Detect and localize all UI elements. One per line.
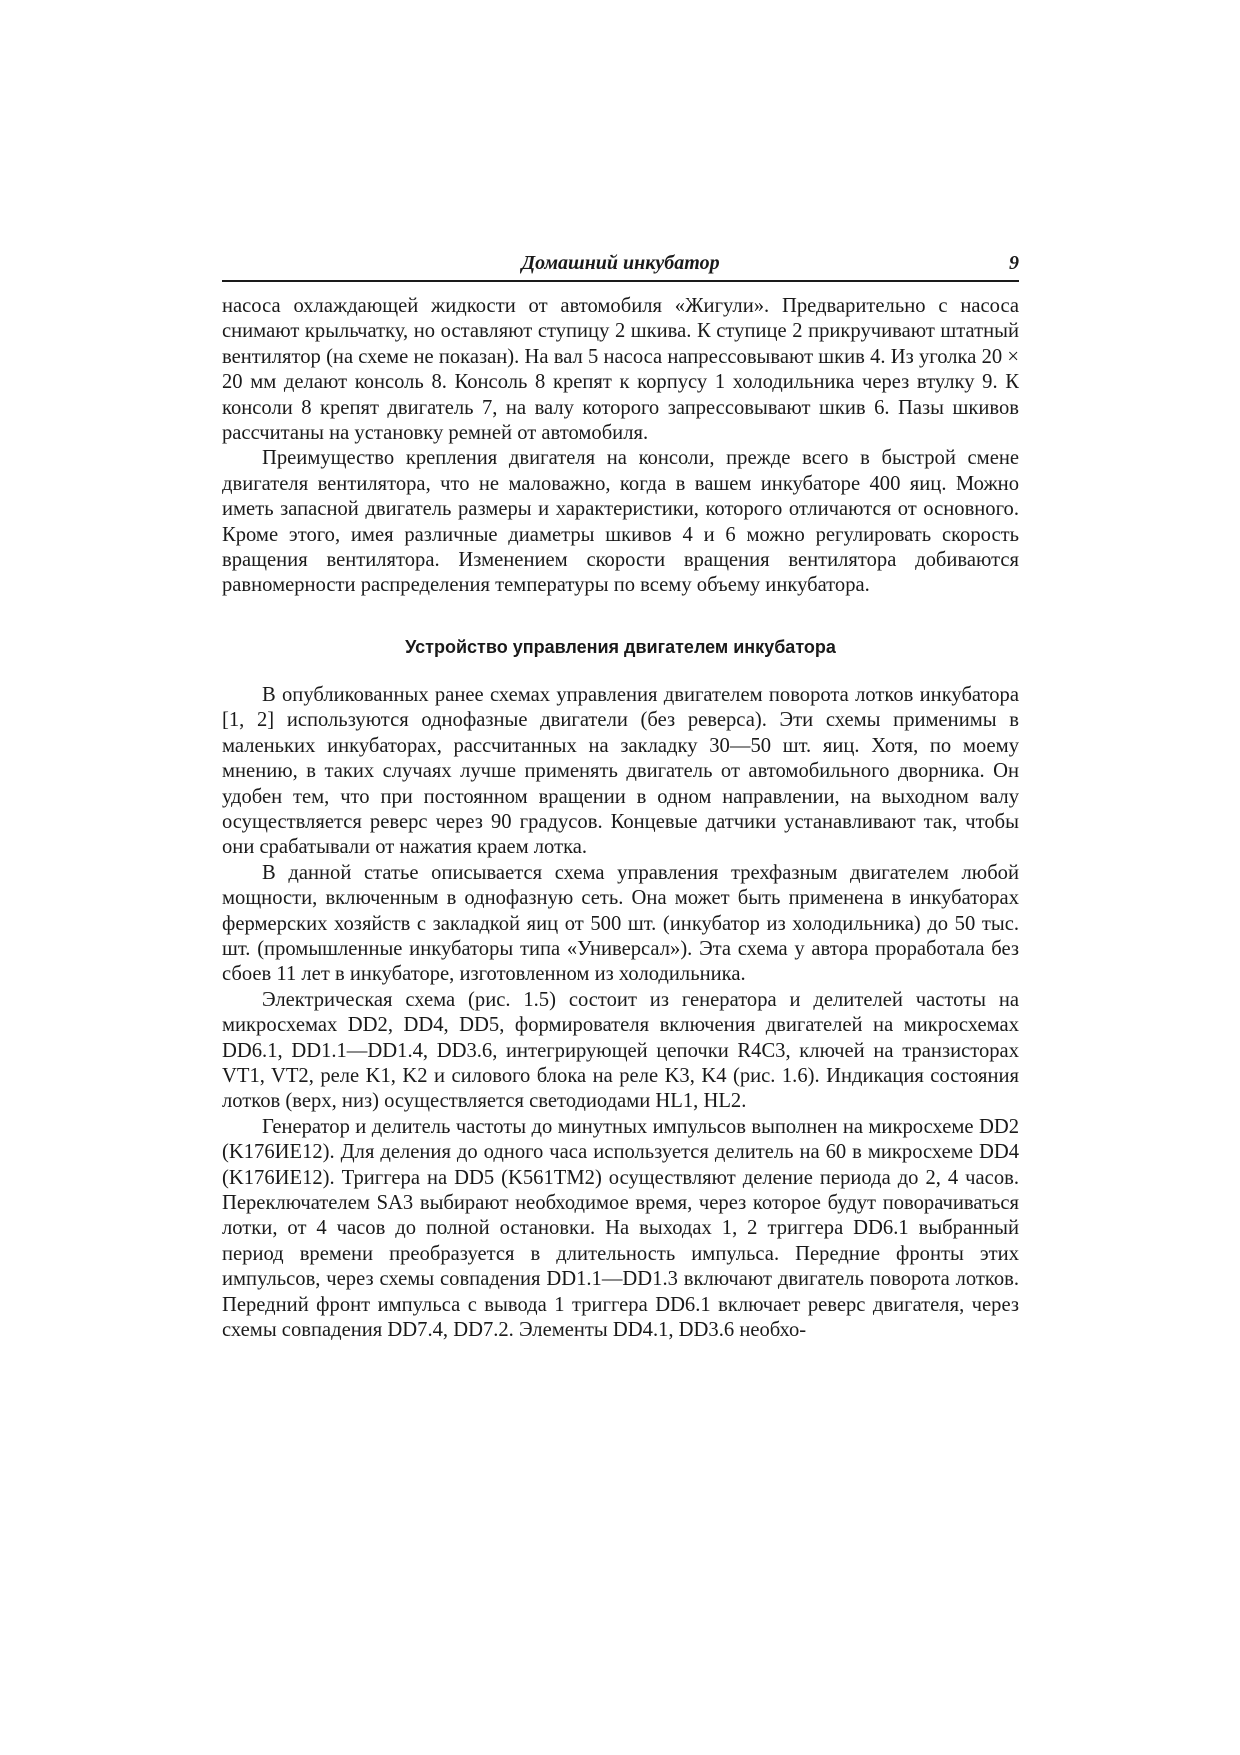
paragraph: В данной статье описывается схема управления трехфазным двигателем любой мощности, включенным в однофазную сеть. Она может быть применена в инкубаторах фермерских хозяйств с закладкой яиц от 500 шт. (инкубатор из холодильника) до 50 тыс. шт. (промышленные инкубаторы типа «Универсал»). Эта схема у автора проработала без сбоев 11 лет в инкубаторе, изготовленном из холодильника.	[222, 861, 1019, 986]
paragraph: Преимущество крепления двигателя на консоли, прежде всего в быстрой смене двигателя вентилятора, что не маловажно, когда в вашем инкубаторе 400 яиц. Можно иметь запасной двигатель размеры и характеристики, которого отличаются от основного. Кроме этого, имея различные диаметры шкивов 4 и 6 можно регулировать скорость вращения вентилятора. Изменением скорости вращения вентилятора добиваются равномерности распределения температуры по всему объему инкубатора.	[222, 447, 1019, 597]
book-page	[222, 250, 1019, 1343]
section-heading: Устройство управления двигателем инкубатора	[405, 636, 836, 657]
paragraph: насоса охлаждающей жидкости от автомобиля «Жигули». Предварительно с насоса снимают крыльчатку, но оставляют ступицу 2 шкива. К ступице 2 прикручивают штатный вентилятор (на схеме не показан). На вал 5 насоса напрессовывают шкив 4. Из уголка 20 × 20 мм делают консоль 8. Консоль 8 крепят к корпусу 1 холодильника через втулку 9. К консоли 8 крепят двигатель 7, на валу которого запрессовывают шкив 6. Пазы шкивов рассчитаны на установку ремней от автомобиля.	[222, 295, 1019, 445]
running-head	[222, 250, 1019, 282]
paragraph: В опубликованных ранее схемах управления двигателем поворота лотков инкубатора [1, 2] используются однофазные двигатели (без реверса). Эти схемы применимы в маленьких инкубаторах, рассчитанных на закладку 30—50 шт. яиц. Хотя, по моему мнению, в таких случаях лучше применять двигатель от автомобильного дворника. Он удобен тем, что при постоянном вращении в одном направлении, на выходном валу осуществляется реверс через 90 градусов. Концевые датчики устанавливают так, чтобы они срабатывали от нажатия краем лотка.	[222, 683, 1019, 859]
page-number: 9	[1009, 252, 1019, 274]
paragraph: Электрическая схема (рис. 1.5) состоит из генератора и делителей частоты на микросхемах DD2, DD4, DD5, формирователя включения двигателей на микросхемах DD6.1, DD1.1—DD1.4, DD3.6, интегрирующей цепочки R4C3, ключей на транзисторах VT1, VT2, реле K1, K2 и силового блока на реле K3, K4 (рис. 1.6). Индикация состояния лотков (верх, низ) осуществляется светодиодами HL1, HL2.	[222, 988, 1019, 1113]
body-text	[222, 294, 1019, 1343]
paragraph: Генератор и делитель частоты до минутных импульсов выполнен на микросхеме DD2 (K176ИЕ12). Для деления до одного часа используется делитель на 60 в микросхеме DD4 (K176ИЕ12). Триггера на DD5 (K561TM2) осуществляют деление периода до 2, 4 часов. Переключателем SA3 выбирают необходимое время, через которое будут поворачиваться лотки, от 4 часов до полной остановки. На выходах 1, 2 триггера DD6.1 выбранный период времени преобразуется в длительность импульса. Передние фронты этих импульсов, через схемы совпадения DD1.1—DD1.3 включают двигатель поворота лотков. Передний фронт импульса с вывода 1 триггера DD6.1 включает реверс двигателя, через схемы совпадения DD7.4, DD7.2. Элементы DD4.1, DD3.6 необхо-	[222, 1115, 1019, 1342]
running-head-title: Домашний инкубатор	[521, 252, 720, 274]
